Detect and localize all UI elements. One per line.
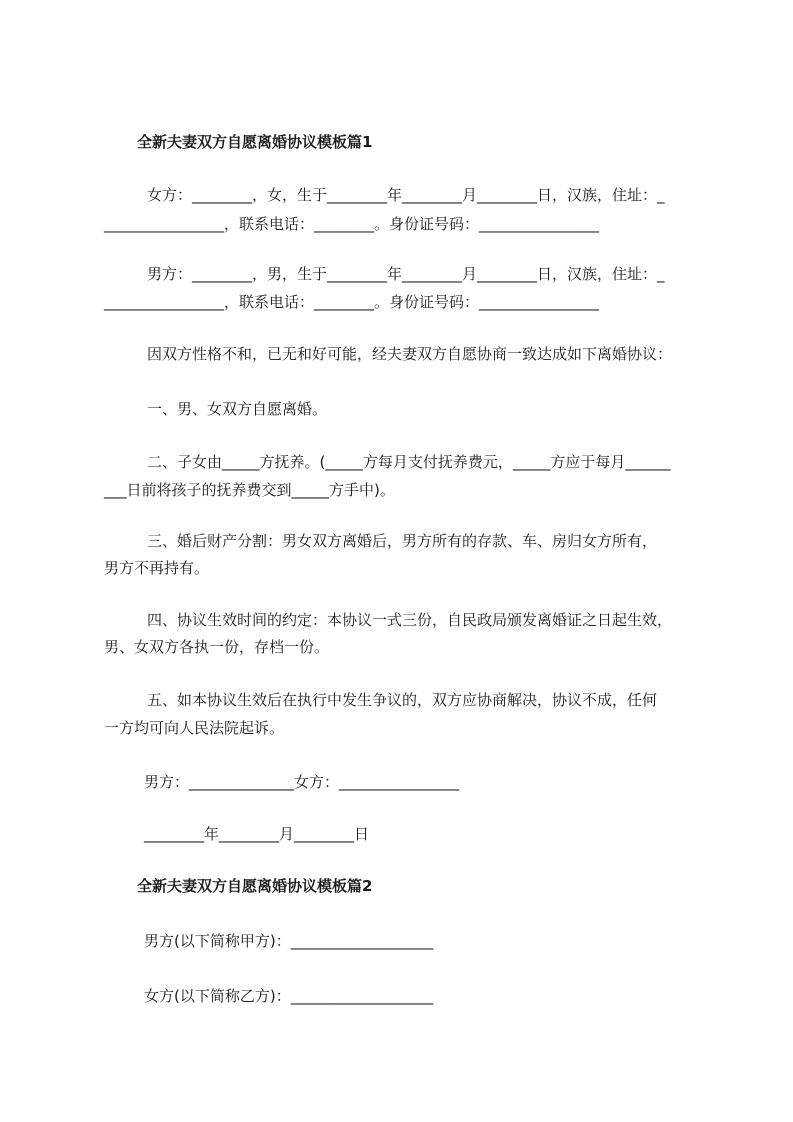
clause-2-line2: ___日前将孩子的抚养费交到_____方手中)。 [104, 481, 395, 499]
female-info-line2: ________________，联系电话：________。身份证号码：________________ [104, 215, 600, 233]
section1-title: 全新夫妻双方自愿离婚协议模板篇1 [137, 133, 373, 151]
clause-3-line2: 男方不再持有。 [104, 559, 210, 577]
clause-5-line1: 五、如本协议生效后在执行中发生争议的，双方应协商解决，协议不成，任何 [147, 691, 658, 709]
party-b-line: 女方(以下简称乙方)：___________________ [144, 987, 434, 1005]
clause-4-line2: 男、女双方各执一份，存档一份。 [104, 638, 330, 656]
clause-4-line1: 四、协议生效时间的约定：本协议一式三份，自民政局颁发离婚证之日起生效， [147, 611, 673, 629]
male-info-line2: ________________，联系电话：________。身份证号码：________________ [104, 293, 600, 311]
clause-3-line1: 三、婚后财产分割：男女双方离婚后，男方所有的存款、车、房归女方所有， [147, 532, 658, 550]
party-a-line: 男方(以下简称甲方)：___________________ [144, 932, 434, 950]
female-info-line1: 女方：________，女，生于________年________月________日，汉族，住址：_ [147, 186, 665, 204]
clause-1: 一、男、女双方自愿离婚。 [147, 400, 328, 418]
agreement-intro: 因双方性格不和，已无和好可能，经夫妻双方自愿协商一致达成如下离婚协议： [147, 345, 673, 363]
date-line: ________年________月________日 [144, 825, 370, 843]
clause-5-line2: 一方均可向人民法院起诉。 [104, 719, 285, 737]
signature-line: 男方：______________女方：________________ [144, 773, 460, 791]
section2-title: 全新夫妻双方自愿离婚协议模板篇2 [137, 877, 373, 895]
clause-2-line1: 二、子女由_____方抚养。(_____方每月支付抚养费元，_____方应于每月______ [147, 453, 671, 471]
male-info-line1: 男方：________，男，生于________年________月________日，汉族，住址：_ [147, 265, 665, 283]
